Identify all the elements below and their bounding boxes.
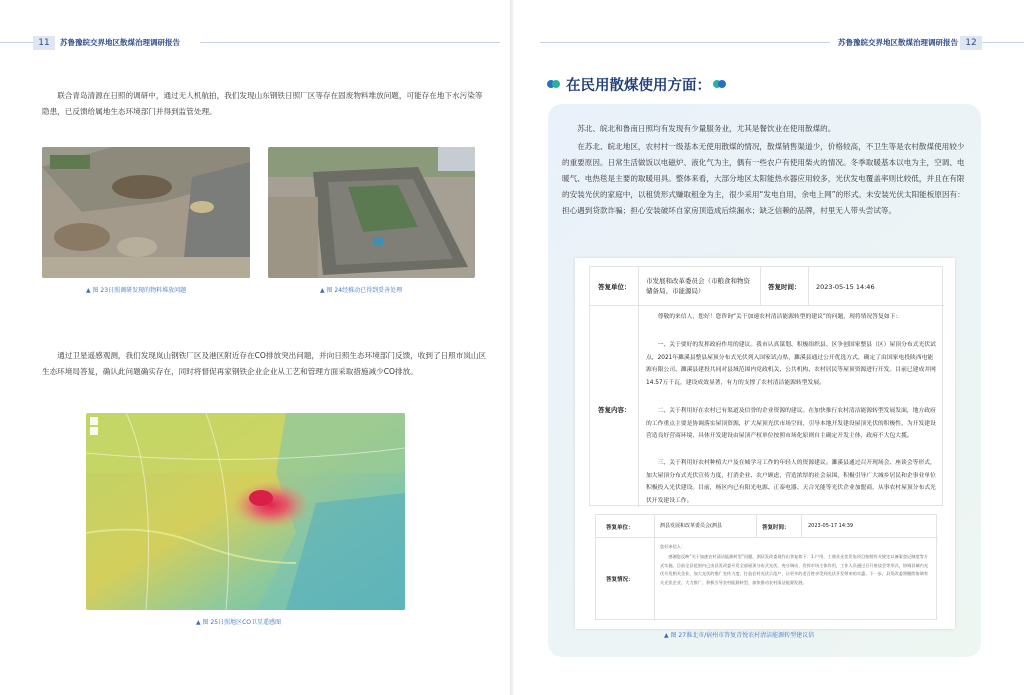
page-gutter — [510, 0, 514, 695]
letter2-unit-label: 答复单位： — [606, 525, 634, 531]
letter1-unit-label: 答复单位： — [598, 283, 631, 291]
letter1-col-divider — [638, 267, 639, 507]
left-paragraph-2: 通过卫星遥感观测，我们发现岚山钢铁厂区及港区附近存在CO排放突出问题，并向日照生态环境部门反馈，收到了日照市岚山区生态环境局答复，确认此问题确实存在，同时将督促再家钢铁企业企业从工艺和管理方面采取措施减少CO排放。 — [42, 351, 487, 376]
letter2-content-label: 答复情况： — [606, 577, 634, 583]
title-dots-right-icon — [713, 79, 727, 88]
letter1-col-divider-2 — [760, 267, 761, 305]
letter1-time-label: 答复时间： — [768, 283, 801, 291]
title-dots-left-icon — [547, 79, 561, 88]
left-page-number: 11 — [33, 36, 55, 50]
figure-25-caption: ▲ 图 25日照地区CO卫星遥感图 — [196, 619, 281, 626]
reply-letters-image — [575, 258, 955, 629]
letter2-col-divider-3 — [801, 515, 802, 537]
left-header-rule-a — [0, 42, 33, 43]
letter1-paragraph-1: 一、关于要好的发挥政府作用的建议。我市认真谋划、积极组织县、区争创国家整县（区）屋顶分布式光伏试点，2021年濉溪县整县屋顶分布式光伏列入国家试点県，濉溪县通过公开优选方式，确定了由国家电投陕西电能源有限公司、濉溪县建投共同对县域范围内党政机关、公共机构、农村居民等屋顶资源进行开发。目前已建成并网14.57万千瓦，建设成效显著，有力的支撑了农村清洁能源转型发展。 — [646, 342, 936, 386]
photo-material-piles — [42, 147, 250, 278]
right-header-title: 苏鲁豫皖交界地区散煤治理调研报告 — [838, 38, 958, 47]
letter2-unit: 泗县发展和改革委员会(泗县 — [660, 523, 722, 529]
letter2-time-label: 答复时间： — [762, 525, 790, 531]
letter1-row-divider — [590, 305, 944, 306]
letter2-row-divider — [596, 537, 938, 538]
letter1-paragraph-3: 三、关于利用好农村种植大户及在城学习工作的年轻人的资源建议。濉溪县通过召开现场会、座谈会等形式，加大屋顶分布式光伏宣传力度，打消企业、农户顾虑，营造浓厚的社会氛围，积极引导广大城乡居民和企事业单位积极投入光伏建设。目前，杨区内已有阳光电源、正泰电器、天合光能等光伏企业加盟商，从事农村屋顶分布式光伏开发建设工作。 — [646, 460, 936, 504]
right-header-rule-a — [540, 42, 830, 43]
figure-27-caption: ▲ 图 27淮北市/宿州市答复青悦农村清洁能源转型建议信 — [664, 632, 815, 639]
photo-covered-site — [268, 147, 475, 278]
letter2-text: 感谢您反映“关于加速农村清洁能源转型”问题，泗县发改委现作出答复如下：1.户用、工商业光伏发电项目按照有关规定以备案登记制度等方式实施。目前全县范围内已由县发改委开发全部屋顶分布式光伏。充分调动、发挥市场主体作用，工作人员通过召开座谈会等形式，协调县域内光伏开发相关企业，加大光伏的推广宣传力度，打造农村光伏示范户，让更多的老百姓享受到光伏开发带来的实惠。下一步，县发改委将继续协调有关光伏企业，大力推广，积极引导农村能源转型，加快推动农村清洁能源发展。 — [660, 554, 929, 585]
figure-23-caption: ▲ 图 23日照调研发现的物料堆放问题 — [86, 287, 187, 294]
right-paragraph-1: 苏北、皖北和鲁南日照均有发现有少量服务业，尤其是餐饮业在使用散煤的。 — [577, 124, 836, 133]
letter1-paragraph-2: 二、关于利用好在农村已有渠道及信誉的企业资源的建议。在加快推行农村清洁能源转型发展发面，地方政府的工作重点主要是协调落实屋顶资源，扩大屋顶光伏市场空间，引导本地开发建设屋顶光伏的积极性，为开发建设营造良好营商环境，具体开发建设由屋顶产权单位按照市场化原则自主确定开发主体，政府不大包大揽。 — [646, 408, 936, 440]
left-paragraph-1: 联合青岛清源在日照的调研中，通过无人机航拍，我们发现山东钢铁日照厂区等存在固废物料堆放问题，可能存在地下水污染等隐患，已反馈给属地生态环境部门并得到监管处理。 — [42, 91, 483, 116]
letter1-unit: 市发展和改革委员会（市粮食和物资储备局、市能源局） — [646, 277, 750, 295]
reply-letter-2 — [595, 514, 937, 620]
left-header-rule-b — [200, 42, 500, 43]
letter1-content-label: 答复内容： — [598, 406, 631, 414]
figure-24-caption: ▲ 图 24经推动已得到妥善处理 — [320, 287, 403, 294]
letter1-col-divider-3 — [808, 267, 809, 305]
letter2-col-divider — [654, 515, 655, 621]
left-header-title: 苏鲁豫皖交界地区散煤治理调研报告 — [60, 38, 180, 47]
right-page-number: 12 — [960, 36, 982, 50]
letter1-greeting: 尊敬的来信人，您好！您咨询“关于加速农村清洁能源转型的建议”的问题，现将情况答复如下： — [657, 314, 902, 320]
co-satellite-map — [86, 413, 405, 610]
letter2-greeting: 您好来信人： — [660, 544, 686, 549]
letter2-col-divider-2 — [756, 515, 757, 537]
letter1-time: 2023-05-15 14:46 — [816, 283, 875, 291]
reply-letter-1 — [589, 266, 943, 506]
right-header-rule-b — [982, 42, 1024, 43]
section-title: 在民用散煤使用方面： — [566, 78, 711, 94]
right-paragraph-2: 在苏北、皖北地区，农村村一级基本无使用散煤的情况，散煤销售渠道少，价格较高，不卫生等是农村散煤使用较少的重要原因。日常生活做饭以电磁炉、液化气为主，偶有一些农户有使用柴火的情况。冬季取暖基本以电为主，空调、电暖气、电热毯是主要的取暖用具。整体来看，大部分地区太阳能热水器应用较多，光伏发电覆盖率则比较低，并且在有限的安装光伏的家庭中，以租赁形式赚取租金为主，很少采用“发电自用，余电上网”的形式。未安装光伏太阳能板原因有：担心遇到贷款诈骗；担心安装破坏自家房顶造成后续漏水；缺乏信赖的品牌，村里无人带头尝试等。 — [562, 142, 965, 215]
letter2-time: 2023-05-17 14:39 — [808, 523, 854, 529]
